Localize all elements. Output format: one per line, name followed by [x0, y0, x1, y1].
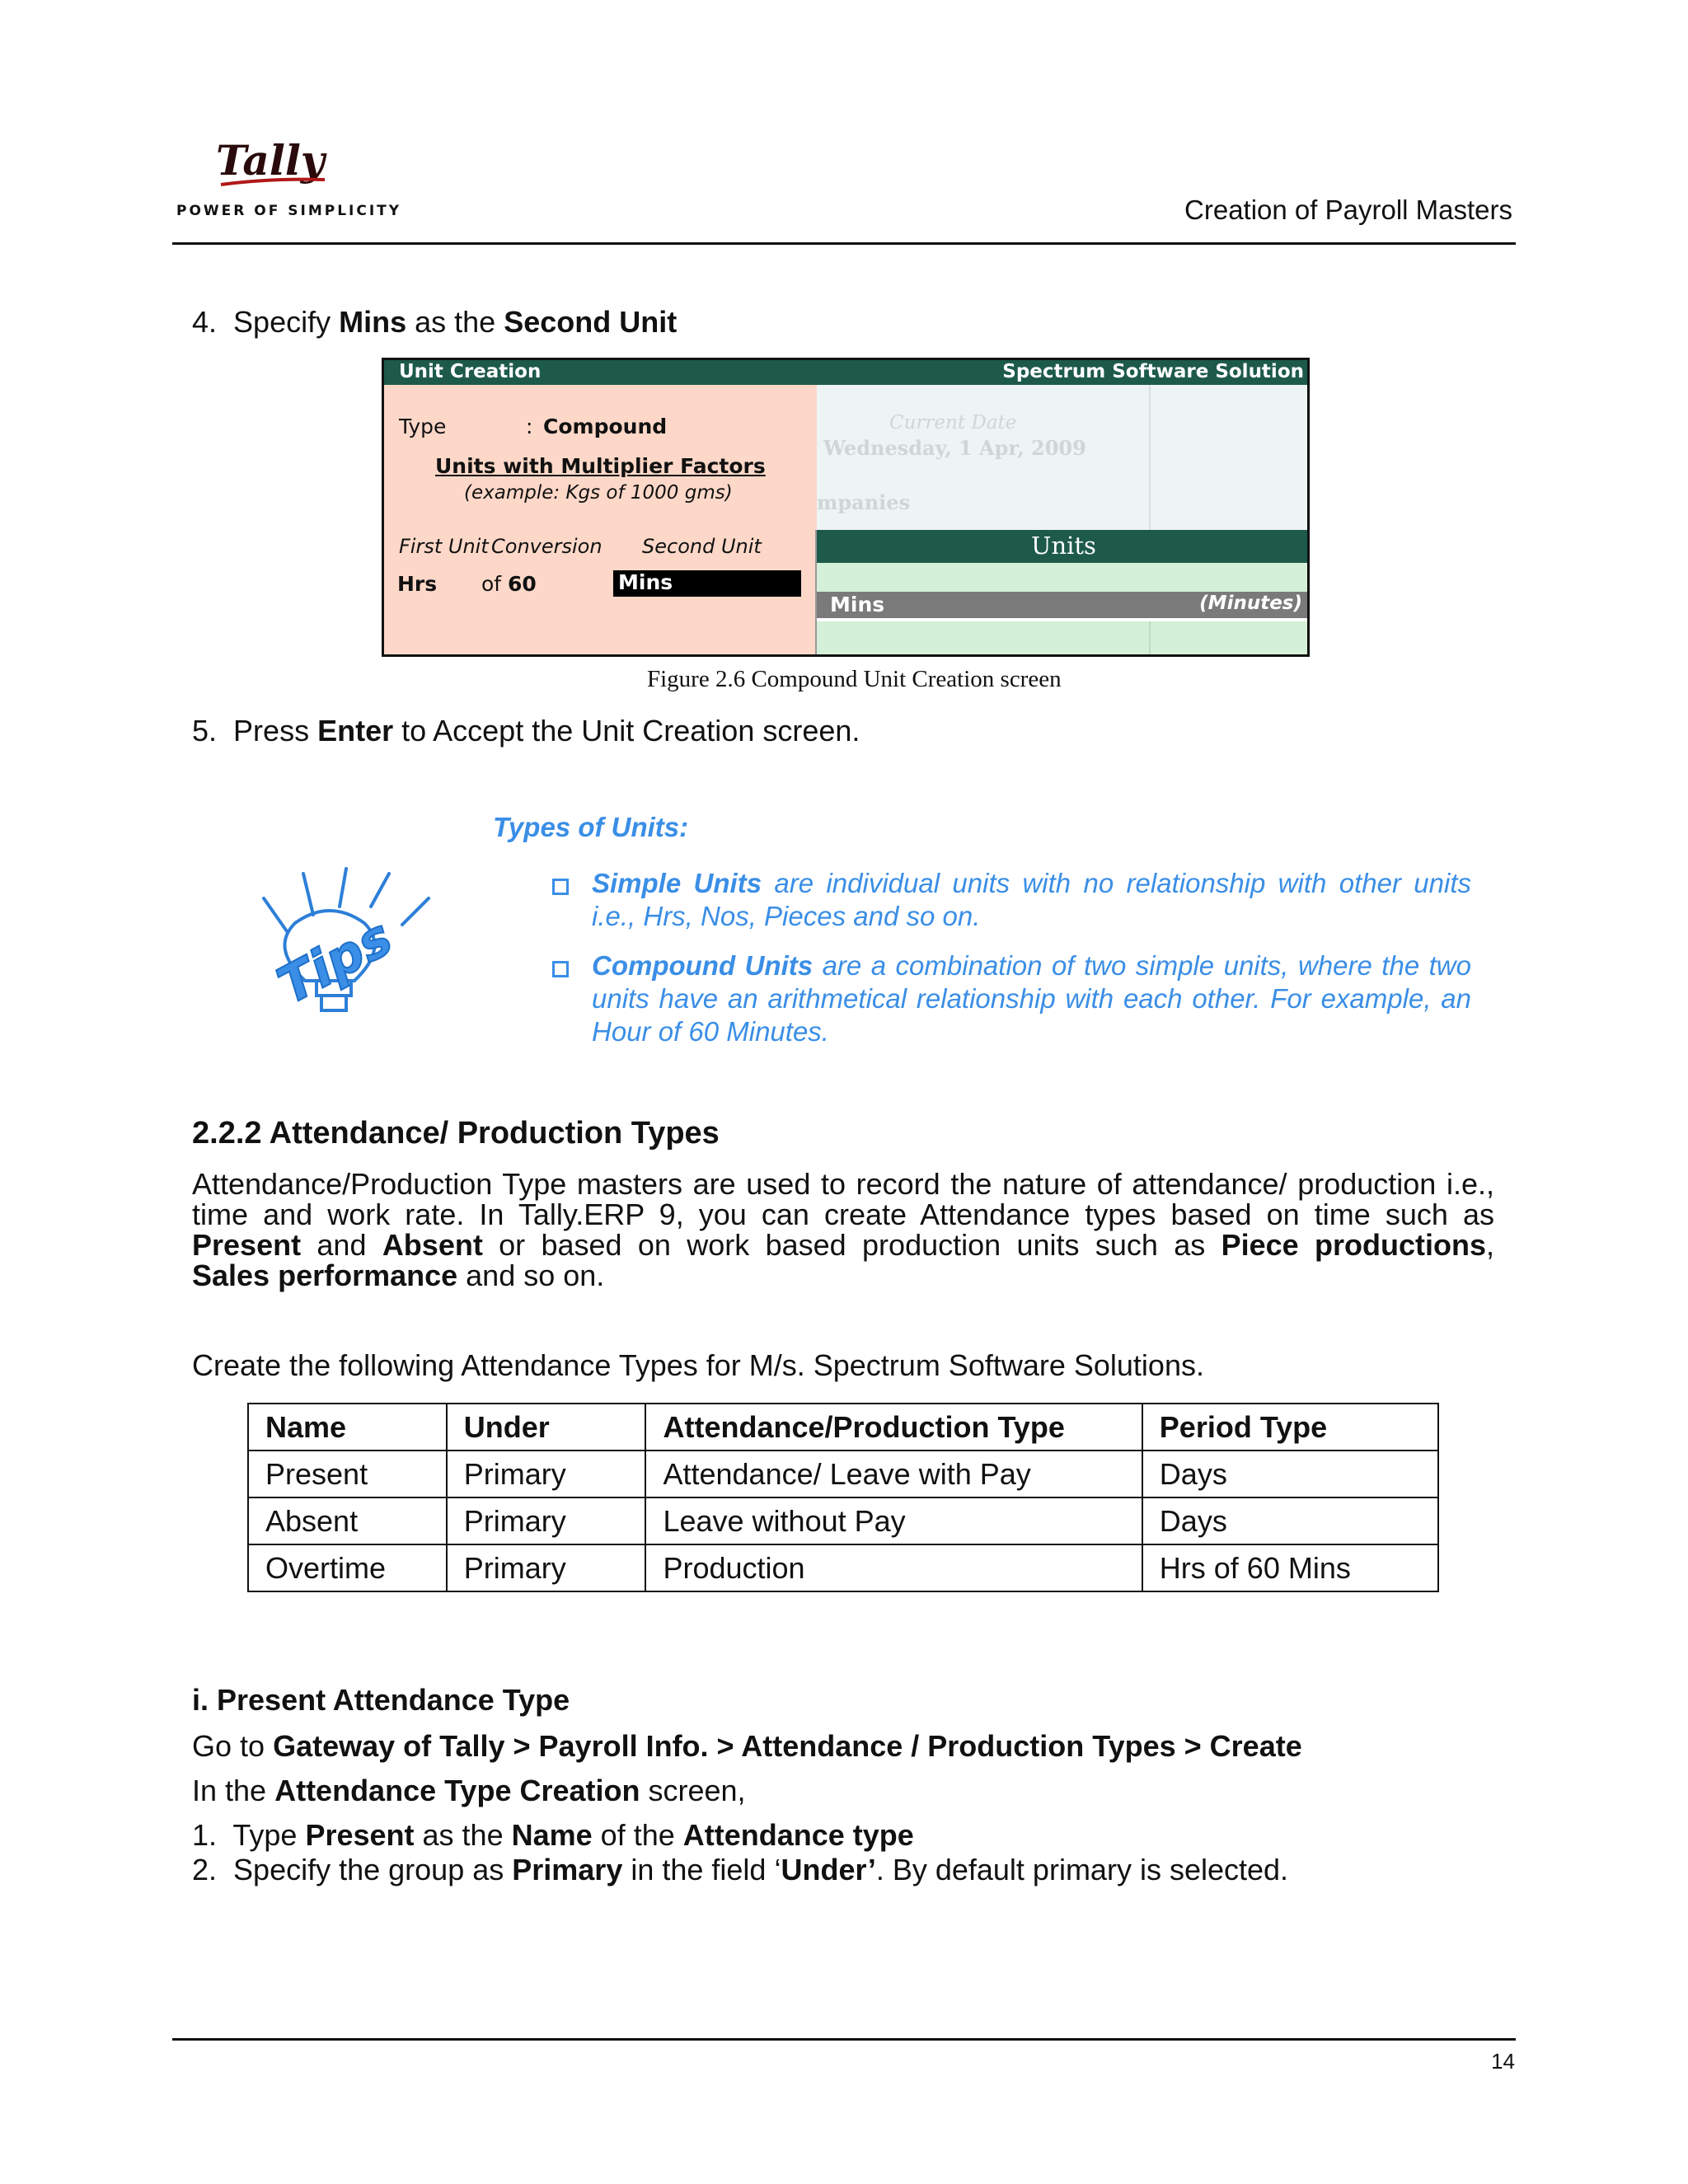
- tagline: POWER OF SIMPLICITY: [176, 203, 402, 219]
- section-heading: 2.2.2 Attendance/ Production Types: [192, 1116, 720, 1151]
- attendance-types-table: [247, 1403, 1439, 1592]
- table-cell: Attendance/ Leave with Pay: [645, 1451, 1142, 1497]
- bg-companies: mpanies: [817, 490, 911, 514]
- table-cell: Days: [1142, 1497, 1438, 1544]
- tip-bullet-icon: [552, 961, 569, 977]
- tally-logo: [213, 138, 328, 190]
- present-step-2: 2. Specify the group as Primary in the field ‘Under’. By default primary is selected.: [192, 1853, 1289, 1886]
- units-panel-header: [817, 530, 1309, 563]
- example-text: (example: Kgs of 1000 gms): [464, 482, 733, 504]
- goto-line: Go to Gateway of Tally > Payroll Info. > Attendance / Production Types > Create: [192, 1729, 1302, 1763]
- section-paragraph: Attendance/Production Type masters are used to record the nature of attendance/ production i.e., time and work rate. In Tally.ERP 9, you can create Attendance types based on time such as Present and Absent or based on work based production units such as Piece productions, Sales performance and so on.: [192, 1167, 1494, 1292]
- footer-rule: [172, 2038, 1516, 2041]
- tally-logo-text: Tally: [216, 138, 325, 185]
- col-name-header: Name: [248, 1404, 447, 1451]
- present-step-1: 1. Type Present as the Name of the Attendance type: [192, 1818, 914, 1852]
- in-screen-line: In the Attendance Type Creation screen,: [192, 1774, 746, 1807]
- type-separator: :: [526, 415, 533, 438]
- present-heading: i. Present Attendance Type: [192, 1683, 570, 1717]
- table-row: [248, 1451, 1438, 1497]
- step-5: 5. Press Enter to Accept the Unit Creation screen.: [192, 714, 860, 748]
- header-title: Creation of Payroll Masters: [1184, 194, 1512, 225]
- units-item-desc: (Minutes): [1199, 593, 1302, 614]
- second-unit-input[interactable]: Mins: [613, 570, 801, 597]
- page-number: 14: [1491, 2049, 1515, 2074]
- create-line: Create the following Attendance Types for M/s. Spectrum Software Solutions.: [192, 1348, 1204, 1382]
- tips-bulb-icon: [247, 857, 437, 1047]
- col-period-header: Period Type: [1142, 1404, 1438, 1451]
- units-item-name: Mins: [830, 593, 885, 616]
- units-list-item[interactable]: [817, 592, 1309, 618]
- table-cell: Primary: [447, 1451, 646, 1497]
- tip-bullet-icon: [552, 879, 569, 895]
- tips-icon-text: Tips: [268, 907, 402, 1016]
- screen-title: Unit Creation: [399, 361, 542, 382]
- tip-compound-units: Compound Units are a combination of two simple units, where the two units have an arithmetical relationship with each other. For example, an Hour of 60 Minutes.: [592, 950, 1471, 1047]
- table-cell: Days: [1142, 1451, 1438, 1497]
- type-value[interactable]: Compound: [543, 415, 668, 438]
- figure-caption: Figure 2.6 Compound Unit Creation screen: [647, 666, 1062, 692]
- unit-form-panel: [384, 385, 817, 654]
- tips-heading: Types of Units:: [493, 812, 689, 842]
- bg-current-date-label: Current Date: [889, 412, 1017, 434]
- col-first-unit: First Unit: [399, 535, 489, 558]
- table-cell: Leave without Pay: [645, 1497, 1142, 1544]
- table-cell: Absent: [248, 1497, 447, 1544]
- company-name: Spectrum Software Solution: [1002, 361, 1304, 382]
- table-row: [248, 1497, 1438, 1544]
- col-second-unit: Second Unit: [642, 535, 762, 558]
- units-panel-title: Units: [1031, 532, 1096, 560]
- menu-path: Gateway of Tally > Payroll Info. > Attendance / Production Types > Create: [273, 1729, 1302, 1763]
- conversion-of: of: [481, 572, 502, 596]
- table-cell: Primary: [447, 1497, 646, 1544]
- col-under-header: Under: [447, 1404, 646, 1451]
- multiplier-heading: Units with Multiplier Factors: [435, 454, 766, 478]
- conversion-value[interactable]: 60: [508, 572, 537, 596]
- step-4: 4. Specify Mins as the Second Unit: [192, 305, 678, 339]
- col-conversion: Conversion: [491, 535, 603, 558]
- table-cell: Present: [248, 1451, 447, 1497]
- table-cell: Primary: [447, 1544, 646, 1591]
- unit-creation-screenshot: [382, 358, 1310, 657]
- table-cell: Hrs of 60 Mins: [1142, 1544, 1438, 1591]
- table-cell: Overtime: [248, 1544, 447, 1591]
- type-label: Type: [399, 415, 447, 438]
- table-row: [248, 1544, 1438, 1591]
- table-header-row: [248, 1404, 1438, 1451]
- tip-simple-units: Simple Units are individual units with no relationship with other units i.e., Hrs, Nos, Pieces and so on.: [592, 868, 1471, 931]
- header-rule: [172, 242, 1516, 245]
- units-list-panel: [815, 530, 1309, 654]
- col-type-header: Attendance/Production Type: [645, 1404, 1142, 1451]
- bg-current-date: Wednesday, 1 Apr, 2009: [823, 436, 1086, 460]
- table-cell: Production: [645, 1544, 1142, 1591]
- screen-title-bar: [384, 360, 1307, 385]
- first-unit-value[interactable]: Hrs: [397, 572, 438, 596]
